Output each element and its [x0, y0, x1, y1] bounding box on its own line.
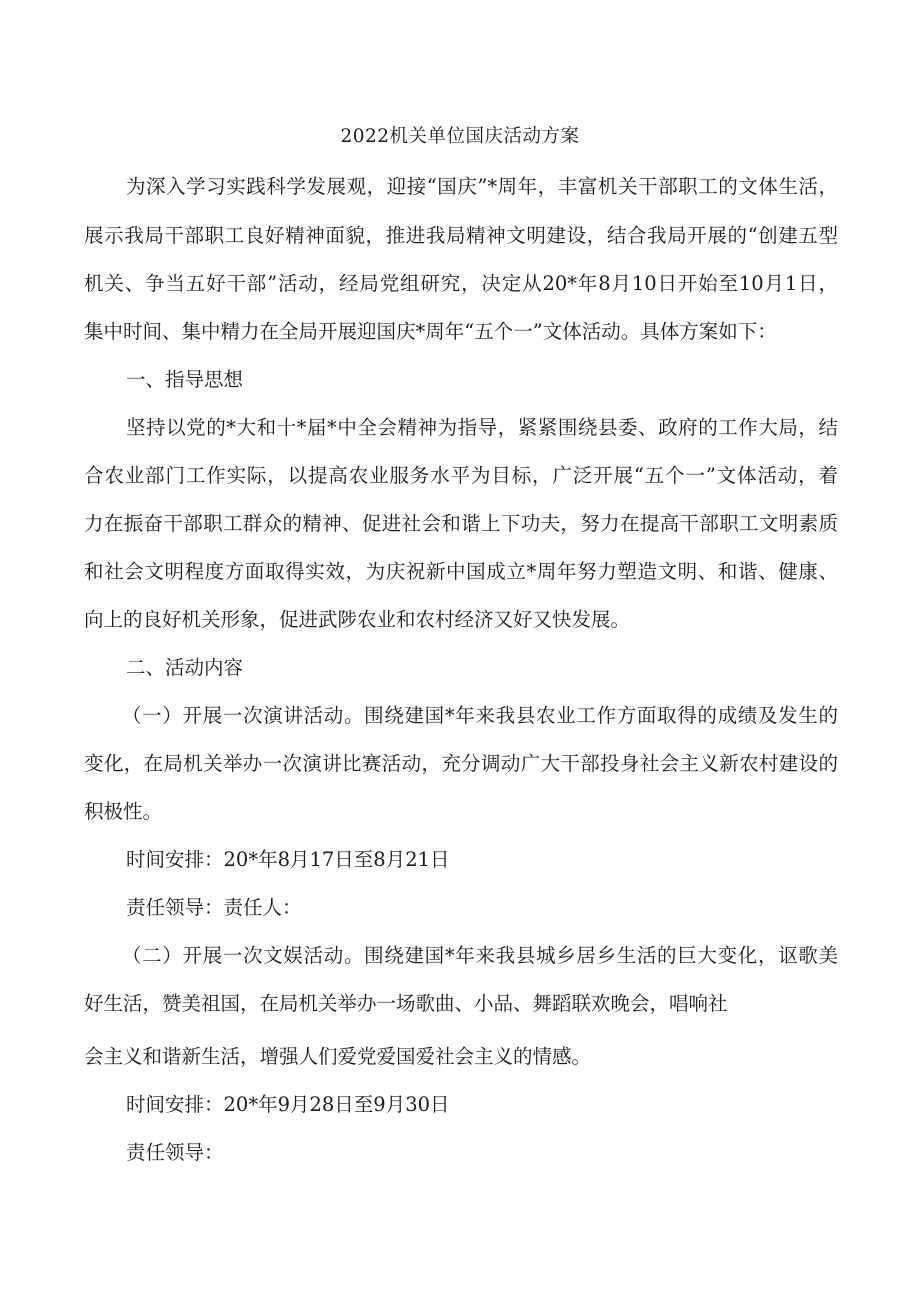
- paragraph-line: （二）开展一次文娱活动。围绕建国*年来我县城乡居乡生活的巨大变化，讴歌美: [122, 944, 838, 967]
- paragraph-line: 好生活，赞美祖国，在局机关举办一场歌曲、小品、舞蹈联欢晚会，唱响社: [84, 992, 728, 1015]
- paragraph-line: 变化，在局机关举办一次演讲比赛活动，充分调动广大干部投身社会主义新农村建设的: [84, 752, 838, 775]
- paragraph-line: 展示我局干部职工良好精神面貌，推进我局精神文明建设，结合我局开展的“创建五型: [84, 224, 838, 247]
- paragraph-line: 和社会文明程度方面取得实效，为庆祝新中国成立*周年努力塑造文明、和谐、健康、: [84, 560, 838, 583]
- responsible-line: 责任领导：: [126, 1141, 224, 1164]
- paragraph-line: 会主义和谐新生活，增强人们爱党爱国爱社会主义的情感。: [84, 1045, 592, 1068]
- paragraph-line: 积极性。: [84, 800, 163, 823]
- paragraph-line: 向上的良好机关形象，促进武陟农业和农村经济又好又快发展。: [84, 608, 631, 631]
- paragraph-line: （一）开展一次演讲活动。围绕建国*年来我县农业工作方面取得的成绩及发生的: [122, 704, 838, 727]
- paragraph-line: 集中时间、集中精力在全局开展迎国庆*周年“五个一”文体活动。具体方案如下：: [84, 320, 777, 343]
- paragraph-line: 为深入学习实践科学发展观，迎接“国庆”*周年，丰富机关干部职工的文体生活，: [126, 175, 838, 198]
- paragraph-line: 力在振奋干部职工群众的精神、促进社会和谐上下功夫，努力在提高干部职工文明素质: [84, 512, 838, 535]
- paragraph-line: 机关、争当五好干部”活动，经局党组研究，决定从20*年8月10日开始至10月1日，: [84, 272, 838, 295]
- responsible-line: 责任领导：责任人：: [126, 896, 302, 919]
- schedule-line: 时间安排：20*年9月28日至9月30日: [126, 1093, 450, 1116]
- section-heading: 二、活动内容: [126, 656, 244, 679]
- paragraph-line: 合农业部门工作实际，以提高农业服务水平为目标，广泛开展“五个一”文体活动，着: [84, 464, 838, 487]
- paragraph-line: 坚持以党的*大和十*届*中全会精神为指导，紧紧围绕县委、政府的工作大局，结: [126, 416, 838, 439]
- schedule-line: 时间安排：20*年8月17日至8月21日: [126, 848, 450, 871]
- section-heading: 一、指导思想: [126, 368, 244, 391]
- document-title: 2022机关单位国庆活动方案: [340, 126, 580, 147]
